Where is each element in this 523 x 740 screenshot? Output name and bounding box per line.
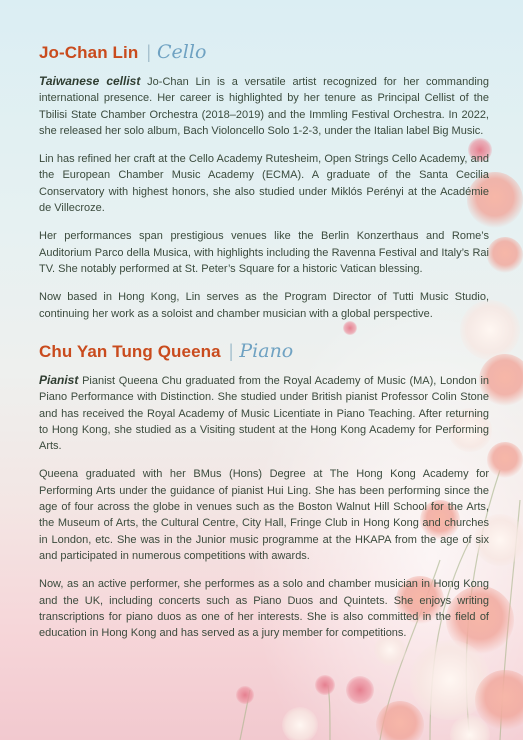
bio-paragraph: Queena graduated with her BMus (Hons) Degree at The Hong Kong Academy for Performing Arts under the guidance of pianist Hui Ling. She has been performing since the age of four across the globe in venues such as the Boston Walnut Hill School for the Arts, the Museum of Arts, the Cultural Centre, City Hall, Fringe Club in Hong Kong and churches in London, etc. She was in the Junior music programme at the HKAPA from the age of six and participated in numerous competitions with awards.	[39, 468, 489, 562]
bio-paragraph: Taiwanese cellist Jo-Chan Lin is a versatile artist recognized for her commanding international presence. Her career is highlighted by her tenure as Principal Cellist of the Tbilisi State Chamber Orchestra (2018–2019) and the Immling Festival Orchestra. In 2022, she released her solo album, Bach Violoncello Solo 1-2-3, under the Italian label Big Music.	[39, 74, 490, 137]
instrument-label: Piano	[239, 340, 294, 362]
bio-text	[39, 73, 489, 322]
header-divider: |	[228, 341, 234, 361]
bio-paragraph: Now based in Hong Kong, Lin serves as the Program Director of Tutti Music Studio, continuing her work as a soloist and chamber musician with a global perspective.	[39, 291, 489, 320]
instrument-label: Cello	[157, 41, 207, 63]
bio-section-chu-yan-tung-queena	[39, 340, 489, 653]
lead-phrase: Taiwanese cellist	[39, 74, 141, 88]
bio-paragraph: Lin has refined her craft at the Cello Academy Rutesheim, Open Strings Cello Academy, and the European Chamber Music Academy (ECMA). A graduate of the Santa Cecilia Conservatory with highest honors, she also studied under Miklós Perényi at the Académie de Villecroze.	[39, 153, 489, 215]
bio-section-jo-chan-lin	[39, 41, 489, 334]
bio-paragraph: Pianist Pianist Queena Chu graduated from the Royal Academy of Music (MA), London in Piano Performance with Distinction. She studied under British pianist Professor Colin Stone and has received the Royal Academy of Music Licentiate in Piano Teaching. After returning to Hong Kong, she studied as a Visiting student at the Hong Kong Academy for Performing Arts.	[39, 373, 490, 453]
artist-name: Chu Yan Tung Queena	[39, 342, 221, 361]
section-header	[39, 41, 489, 63]
lead-phrase: Pianist	[39, 373, 79, 387]
bio-paragraph: Now, as an active performer, she performes as a solo and chamber musician in Hong Kong and the UK, including concerts such as Piano Duos and Quintets. She enjoys writing transcriptions for piano duos as one of her interests. She is also committed in the field of education in Hong Kong and has served as a jury member for competitions.	[39, 578, 489, 640]
bio-text	[39, 372, 489, 641]
artist-name: Jo-Chan Lin	[39, 43, 139, 62]
bio-paragraph: Her performances span prestigious venues like the Berlin Konzerthaus and Rome’s Auditorium Parco della Musica, with highlights including the Ravenna Festival and Italy’s Rai TV. She notably performed at St. Peter’s Square for a historic Vatican blessing.	[39, 230, 489, 275]
header-divider: |	[146, 42, 152, 62]
section-header	[39, 340, 489, 362]
